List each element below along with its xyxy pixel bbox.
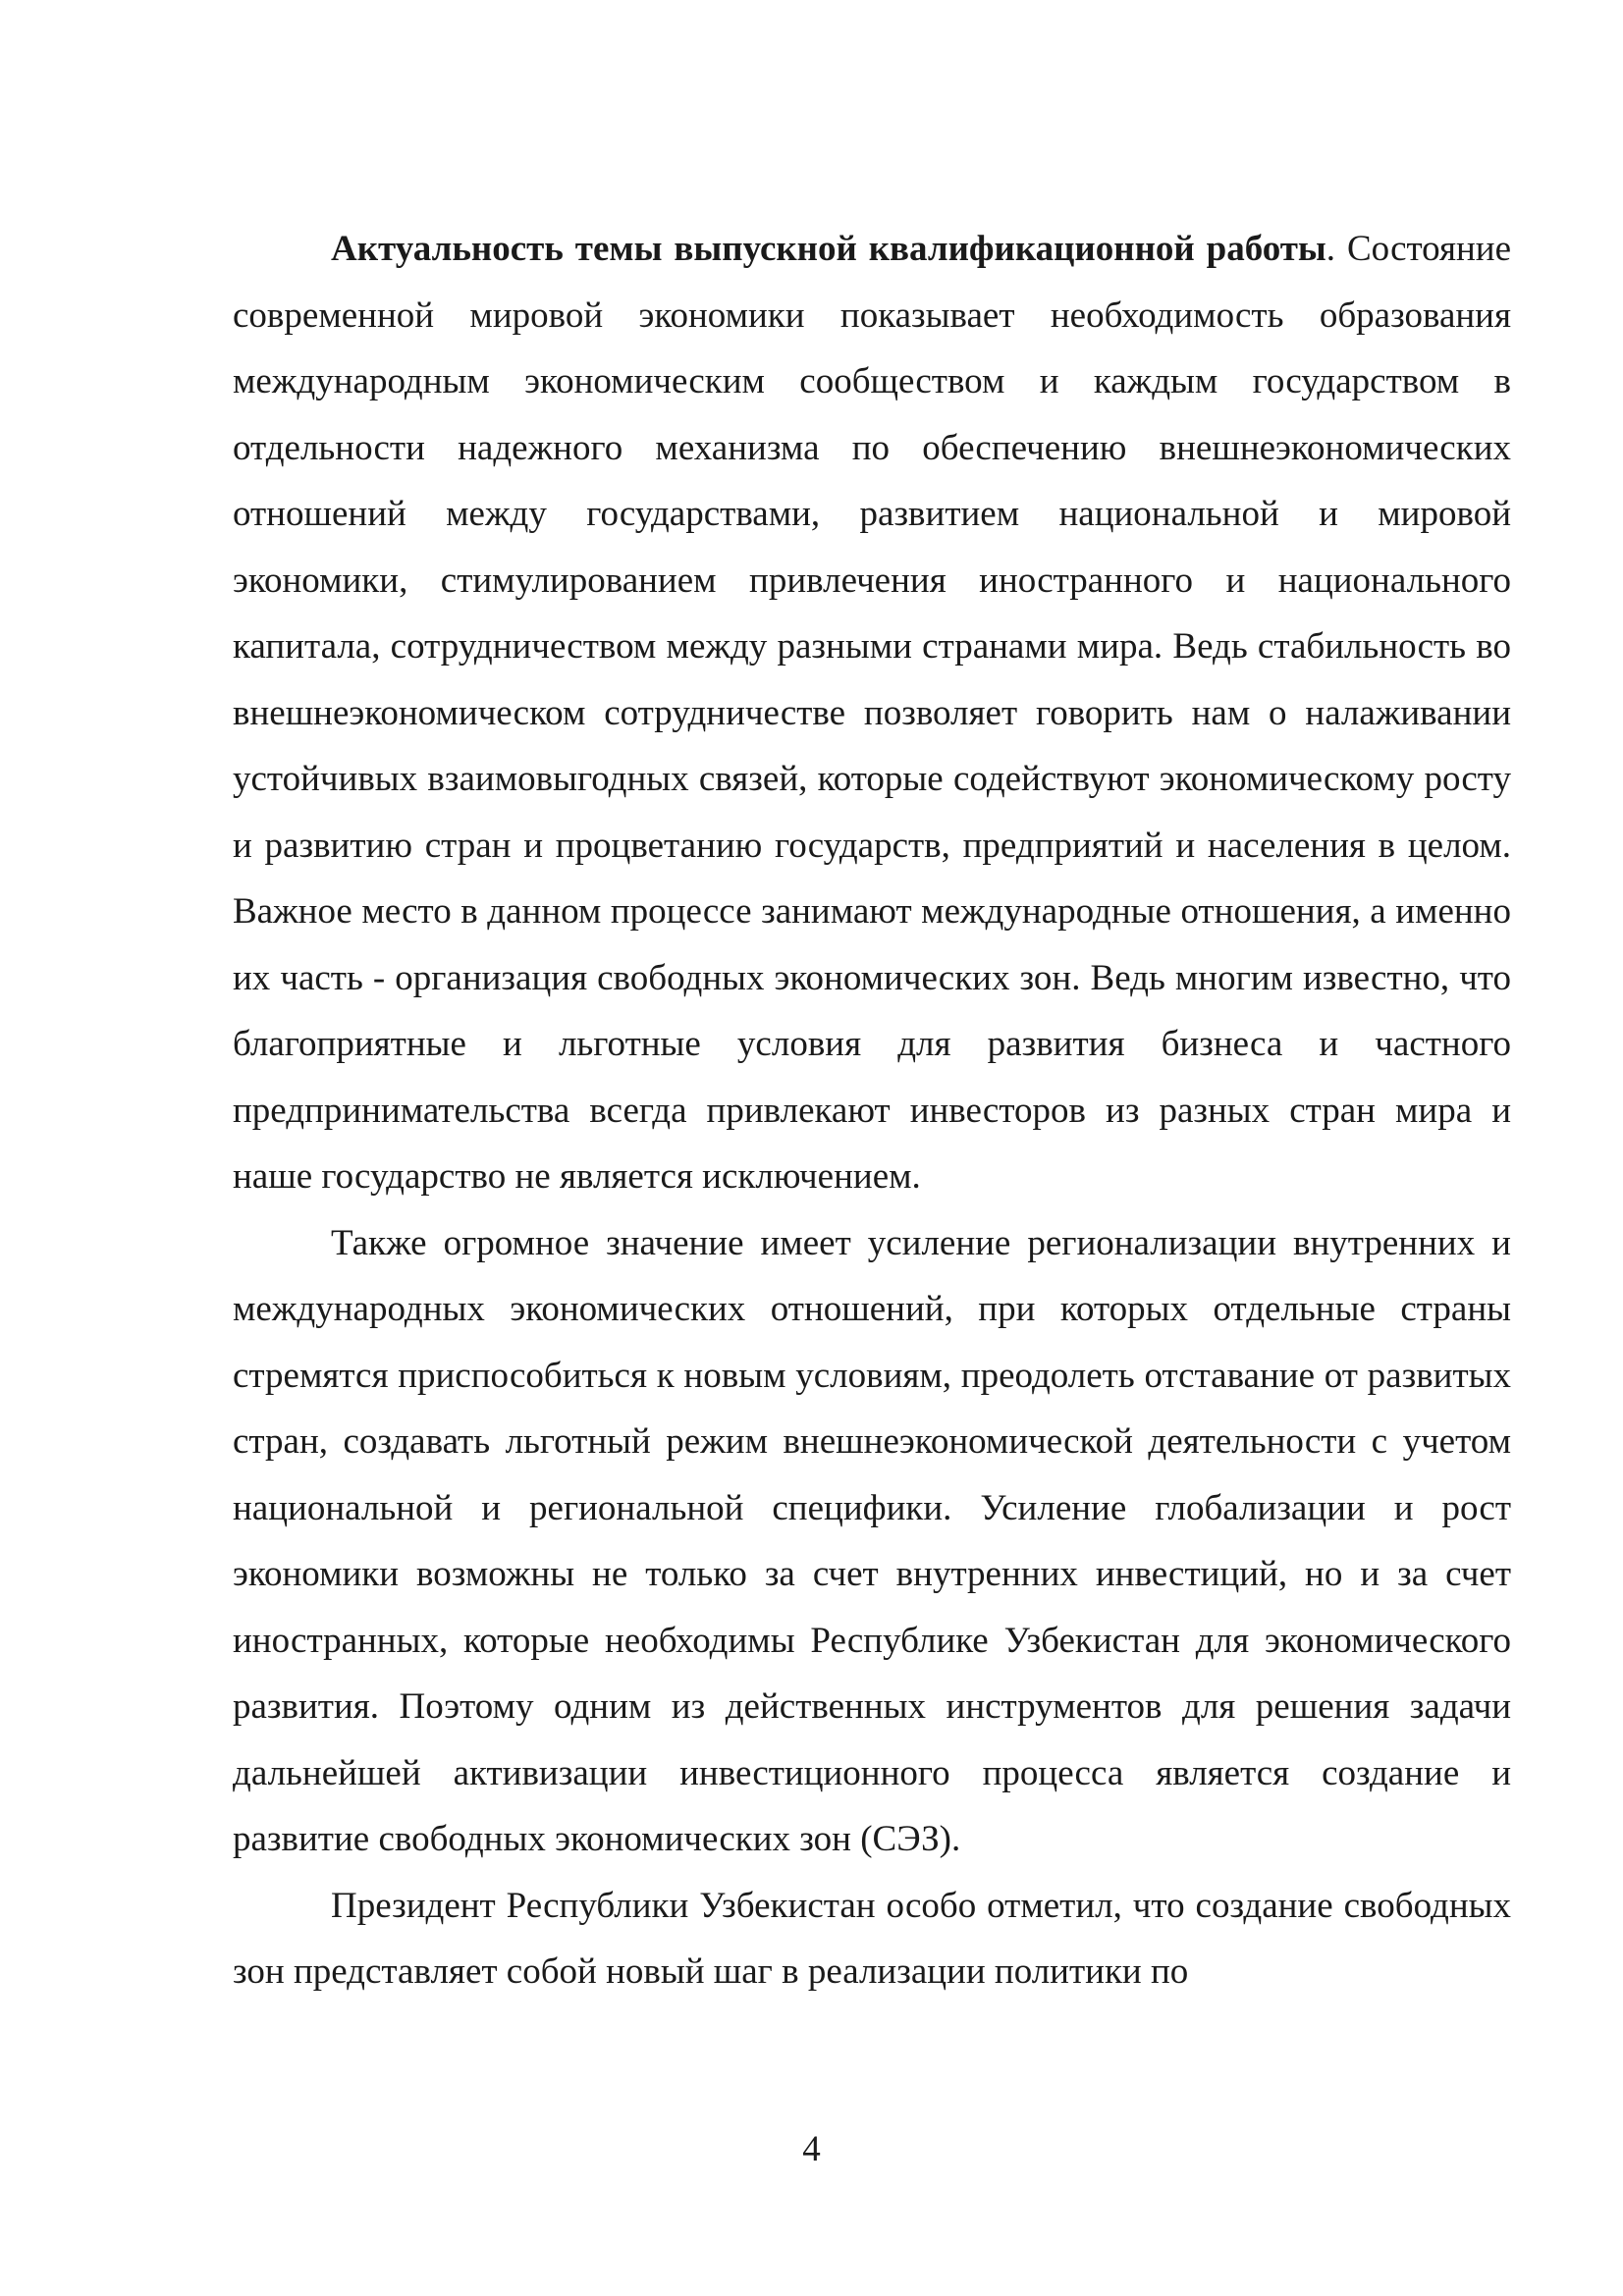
paragraph-2: Также огромное значение имеет усиление регионализации внутренних и международных экономических отношений, при которых отдельные страны стремятся приспособиться к новым условиям, преодолеть отставание от развитых стран, создавать льготный режим внешнеэкономической деятельности с учетом национальной и региональной специфики. Усиление глобализации и рост экономики возможны не только за счет внутренних инвестиций, но и за счет иностранных, которые необходимы Республике Узбекистан для экономического развития. Поэтому одним из действенных инструментов для решения задачи дальнейшей активизации инвестиционного процесса является создание и развитие свободных экономических зон (СЭЗ). (233, 1222, 1511, 1859)
section-heading: Актуальность темы выпускной квалификационной работы (331, 229, 1326, 269)
paragraph-3: Президент Республики Узбекистан особо отметил, что создание свободных зон представляет собой новый шаг в реализации политики по (233, 1885, 1511, 1992)
page-number: 4 (802, 2129, 821, 2169)
paragraph-1-text: Состояние современной мировой экономики показывает необходимость образования международным экономическим сообществом и каждым государством в отдельности надежного механизма по обеспечению внешнеэкономических отношений между государствами, развитием национальной и мировой экономики, стимулированием привлечения иностранного и национального капитала, сотрудничеством между разными странами мира. Ведь стабильность во внешнеэкономическом сотрудничестве позволяет говорить нам о налаживании устойчивых взаимовыгодных связей, которые содействуют экономическому росту и развитию стран и процветанию государств, предприятий и населения в целом. Важное место в данном процессе занимают международные отношения, а именно их часть - организация свободных экономических зон. Ведь многим известно, что благоприятные и льготные условия для развития бизнеса и частного предпринимательства всегда привлекают инвесторов из разных стран мира и наше государство не является исключением. (233, 229, 1512, 1197)
heading-period: . (1325, 229, 1336, 269)
paragraph-1 (233, 216, 1511, 1210)
body-text (233, 216, 1511, 2005)
